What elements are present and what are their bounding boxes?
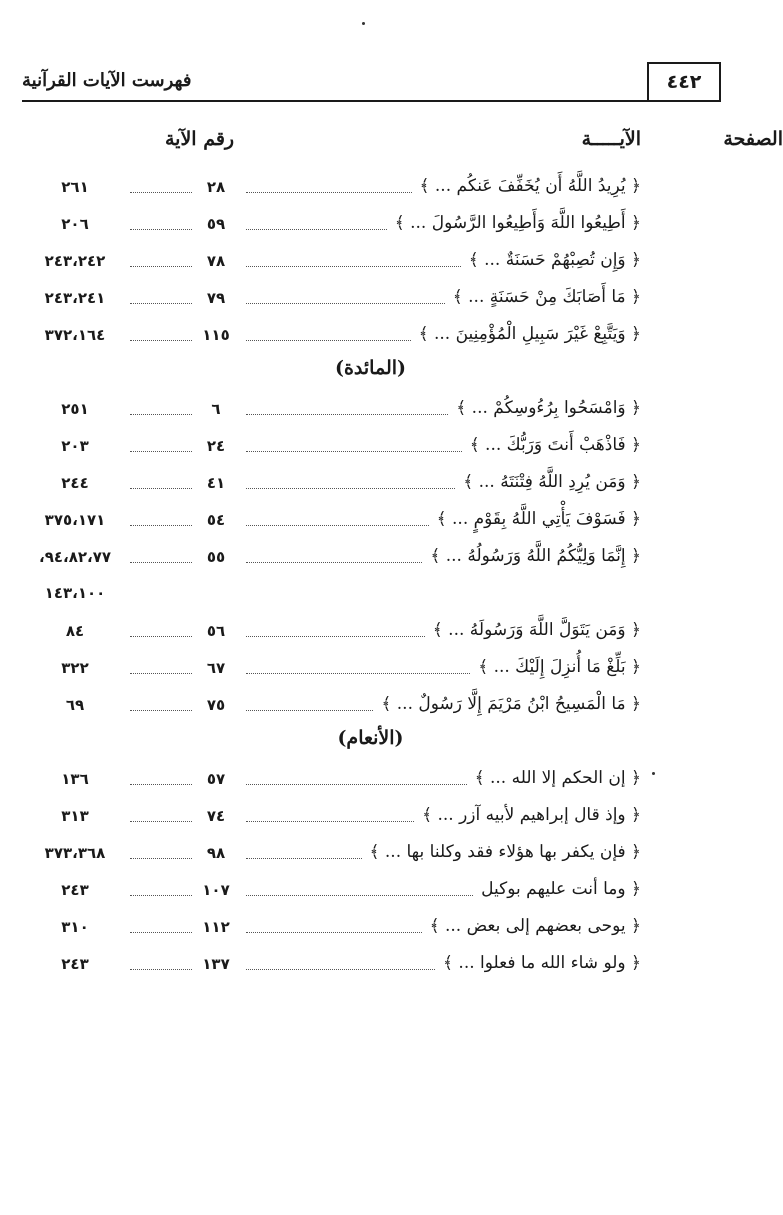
page-title: فهرست الآيات القرآنية (22, 70, 192, 91)
ayah-number: ٥٥ (206, 548, 226, 566)
index-row (0, 212, 741, 242)
ayah-number: ٧٨ (206, 252, 226, 270)
dot-leader (246, 192, 412, 193)
index-row (0, 545, 741, 575)
page-number: ٤٤٢ (647, 62, 721, 100)
index-row (0, 656, 741, 686)
verse-text: ﴿ بَلِّغْ مَا أُنزِلَ إِلَيْكَ ... ﴾ (474, 656, 641, 677)
dot-leader (130, 303, 192, 304)
verse-text: ﴿ إن الحكم إلا الله ... ﴾ (471, 767, 641, 788)
dot-leader (246, 858, 362, 859)
index-row (0, 952, 741, 982)
verse-text: ﴿ وَإِن تُصِبْهُمْ حَسَنَةٌ ... ﴾ (465, 249, 641, 270)
ayah-number: ٦٧ (206, 659, 226, 677)
index-row (0, 434, 741, 464)
ayah-number: ١١٢ (202, 918, 230, 936)
page-reference: ٨٤ (65, 622, 85, 640)
page-reference: ٢٤٣،٢٤١ (44, 289, 106, 307)
verse-text: ﴿ إِنَّمَا وَلِيُّكُمُ اللَّهُ وَرَسُولُهُ ... ﴾ (426, 545, 641, 566)
index-row (0, 878, 741, 908)
verse-text: ﴿ ولو شاء الله ما فعلوا ... ﴾ (439, 952, 641, 973)
dot-leader (130, 636, 192, 637)
page-reference: ٢٤٣،٢٤٢ (44, 252, 106, 270)
dot-leader (246, 303, 445, 304)
page-reference: ٣٧٢،١٦٤ (44, 326, 106, 344)
ayah-number: ١١٥ (202, 326, 230, 344)
verse-text: ﴿ وَمَن يَتَوَلَّ اللَّهَ وَرَسُولَهُ ... ﴾ (429, 619, 641, 640)
dot-leader (246, 414, 448, 415)
verse-text: ﴿ وإذ قال إبراهيم لأبيه آزر ... ﴾ (418, 804, 641, 825)
index-row (0, 767, 741, 797)
surah-heading: (الأنعام) (337, 727, 404, 749)
ayah-number: ٢٨ (206, 178, 226, 196)
column-header-page: الصفحة (723, 128, 783, 150)
dot-leader (130, 414, 192, 415)
dot-leader (246, 340, 411, 341)
header-rule (22, 100, 721, 102)
dot-leader (130, 229, 192, 230)
page-reference: ٦٩ (65, 696, 85, 714)
ayah-number: ٢٤ (206, 437, 226, 455)
page-reference: ٣١٠ (61, 918, 89, 936)
dot-leader (130, 192, 192, 193)
ayah-number: ٩٨ (206, 844, 226, 862)
dot-leader (130, 266, 192, 267)
scan-speck (652, 772, 655, 775)
ayah-number: ٥٩ (206, 215, 226, 233)
dot-leader (130, 710, 192, 711)
verse-text: ﴿ فإن يكفر بها هؤلاء فقد وكلنا بها ... ﴾ (366, 841, 641, 862)
dot-leader (130, 895, 192, 896)
dot-leader (246, 266, 461, 267)
ayah-number: ٥٦ (206, 622, 226, 640)
verse-text: ﴿ يوحى بعضهم إلى بعض ... ﴾ (426, 915, 641, 936)
page-reference: ،٩٤،٨٢،٧٧ (38, 548, 112, 566)
index-row (0, 175, 741, 205)
ayah-number: ٥٤ (206, 511, 226, 529)
index-row (0, 508, 741, 538)
dot-leader (130, 821, 192, 822)
page-reference: ٢٥١ (61, 400, 89, 418)
dot-leader (246, 673, 470, 674)
index-row (0, 249, 741, 279)
ayah-number: ٤١ (206, 474, 226, 492)
index-row (0, 915, 741, 945)
dot-leader (130, 340, 192, 341)
verse-text: ﴿ وَيَتَّبِعْ غَيْرَ سَبِيلِ الْمُؤْمِنِينَ ... ﴾ (415, 323, 641, 344)
dot-leader (246, 525, 429, 526)
index-row (0, 693, 741, 723)
dot-leader (130, 488, 192, 489)
page-reference: ٢٠٣ (61, 437, 89, 455)
index-row (0, 397, 741, 427)
verse-text: ﴿ أَطِيعُوا اللَّهَ وَأَطِيعُوا الرَّسُولَ ... ﴾ (391, 212, 641, 233)
dot-leader (246, 451, 462, 452)
dot-leader (130, 451, 192, 452)
ayah-number: ٦ (211, 400, 221, 418)
dot-leader (130, 525, 192, 526)
scan-speck (362, 22, 365, 25)
dot-leader (130, 932, 192, 933)
page-reference: ٣١٣ (61, 807, 89, 825)
verse-text: ﴿ يُرِيدُ اللَّهُ أَن يُخَفِّفَ عَنكُم ... ﴾ (416, 175, 641, 196)
verse-text: ﴿ مَا الْمَسِيحُ ابْنُ مَرْيَمَ إِلَّا رَسُولٌ ... ﴾ (377, 693, 641, 714)
verse-text: ﴿ فَاذْهَبْ أَنتَ وَرَبُّكَ ... ﴾ (466, 434, 641, 455)
page-reference: ١٣٦ (61, 770, 89, 788)
page-reference: ٣٧٣،٣٦٨ (44, 844, 106, 862)
index-row (0, 619, 741, 649)
page-reference: ٣٢٢ (61, 659, 89, 677)
ayah-number: ٧٥ (206, 696, 226, 714)
dot-leader (246, 821, 414, 822)
dot-leader (130, 969, 192, 970)
page-reference: ٢٦١ (61, 178, 89, 196)
dot-leader (246, 488, 455, 489)
column-header-verse: الآيـــــة (581, 128, 641, 150)
dot-leader (130, 784, 192, 785)
ayah-number: ٧٤ (206, 807, 226, 825)
verse-text: ﴿ وَامْسَحُوا بِرُءُوسِكُمْ ... ﴾ (452, 397, 641, 418)
dot-leader (246, 969, 435, 970)
verse-text: ﴿ مَا أَصَابَكَ مِنْ حَسَنَةٍ ... ﴾ (449, 286, 641, 307)
dot-leader (246, 562, 422, 563)
dot-leader (246, 784, 467, 785)
verse-text: ﴿ وما أنت عليهم بوكيل (477, 878, 641, 899)
page-header (22, 62, 702, 102)
index-row (0, 804, 741, 834)
dot-leader (246, 895, 473, 896)
verse-text: ﴿ فَسَوْفَ يَأْتِي اللَّهُ بِقَوْمٍ ... ﴾ (433, 508, 641, 529)
index-row (0, 323, 741, 353)
index-row (0, 471, 741, 501)
page-reference: ٢٠٦ (61, 215, 89, 233)
ayah-number: ٧٩ (206, 289, 226, 307)
dot-leader (246, 932, 422, 933)
page-reference-continued: ١٤٣،١٠٠ (44, 584, 106, 602)
ayah-number: ٥٧ (206, 770, 226, 788)
dot-leader (130, 673, 192, 674)
verse-text: ﴿ وَمَن يُرِدِ اللَّهُ فِتْنَتَهُ ... ﴾ (459, 471, 641, 492)
dot-leader (246, 229, 387, 230)
column-header-ayah-number: رقم الآية (165, 128, 235, 150)
page-reference: ٢٤٣ (61, 881, 89, 899)
page-reference: ٣٧٥،١٧١ (44, 511, 106, 529)
page-reference: ٢٤٤ (61, 474, 89, 492)
dot-leader (246, 636, 425, 637)
dot-leader (130, 562, 192, 563)
ayah-number: ١٠٧ (202, 881, 230, 899)
surah-heading: (المائدة) (334, 357, 407, 379)
page-reference: ٢٤٣ (61, 955, 89, 973)
index-row (0, 841, 741, 871)
index-row (0, 286, 741, 316)
dot-leader (130, 858, 192, 859)
dot-leader (246, 710, 373, 711)
ayah-number: ١٣٧ (202, 955, 230, 973)
